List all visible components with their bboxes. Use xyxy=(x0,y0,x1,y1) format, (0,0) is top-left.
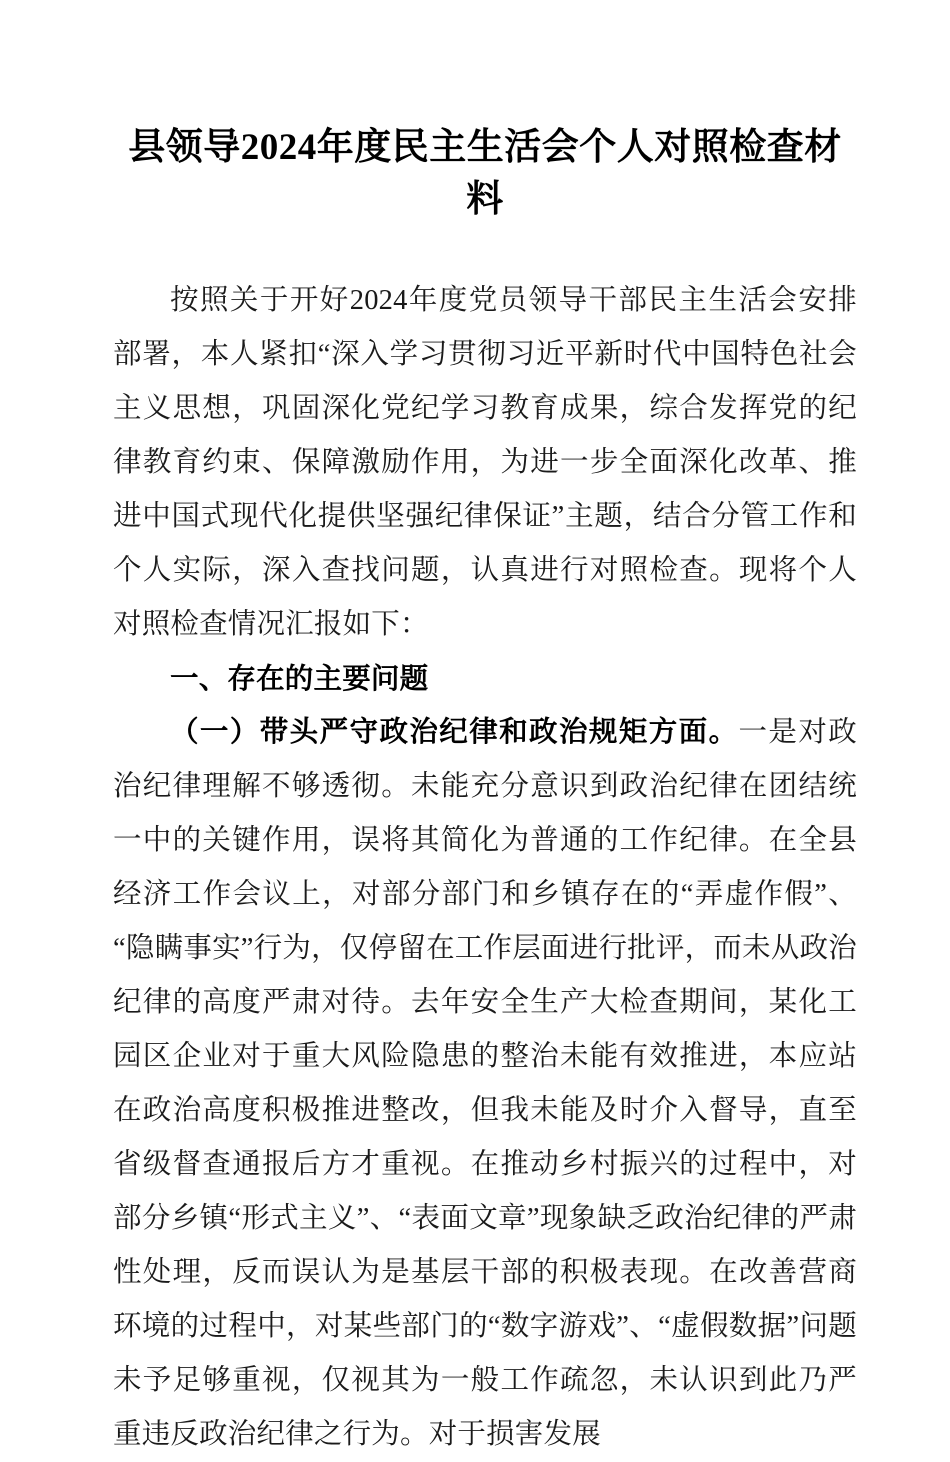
paragraph-intro: 按照关于开好2024年度党员领导干部民主生活会安排部署，本人紧扣“深入学习贯彻习近平新时代中国特色社会主义思想，巩固深化党纪学习教育成果，综合发挥党的纪律教育约束、保障激励作用，为进一步全面深化改革、推进中国式现代化提供坚强纪律保证”主题，结合分管工作和个人实际，深入查找问题，认真进行对照检查。现将个人对照检查情况汇报如下： xyxy=(113,285,857,640)
paragraph-section-one xyxy=(113,706,857,1462)
section-one-bold-lead: （一）带头严守政治纪律和政治规矩方面。 xyxy=(170,717,739,748)
heading-main-problems: 一、存在的主要问题 xyxy=(170,663,429,695)
section-one-body-text: 一是对政治纪律理解不够透彻。未能充分意识到政治纪律在团结统一中的关键作用，误将其简化为普通的工作纪律。在全县经济工作会议上，对部分部门和乡镇存在的“弄虚作假”、“隐瞒事实”行为，仅停留在工作层面进行批评，而未从政治纪律的高度严肃对待。去年安全生产大检查期间，某化工园区企业对于重大风险隐患的整治未能有效推进，本应站在政治高度积极推进整改，但我未能及时介入督导，直至省级督查通报后方才重视。在推动乡村振兴的过程中，对部分乡镇“形式主义”、“表面文章”现象缺乏政治纪律的严肃性处理，反而误认为是基层干部的积极表现。在改善营商环境的过程中，对某些部门的“数字游戏”、“虚假数据”问题未予足够重视，仅视其为一般工作疏忽，未认识到此乃严重违反政治纪律之行为。对于损害发展 xyxy=(113,717,857,1450)
document-content-column xyxy=(113,0,857,1462)
page-title: 县领导2024年度民主生活会个人对照检查材料 xyxy=(128,127,842,220)
document-body xyxy=(113,274,857,1462)
